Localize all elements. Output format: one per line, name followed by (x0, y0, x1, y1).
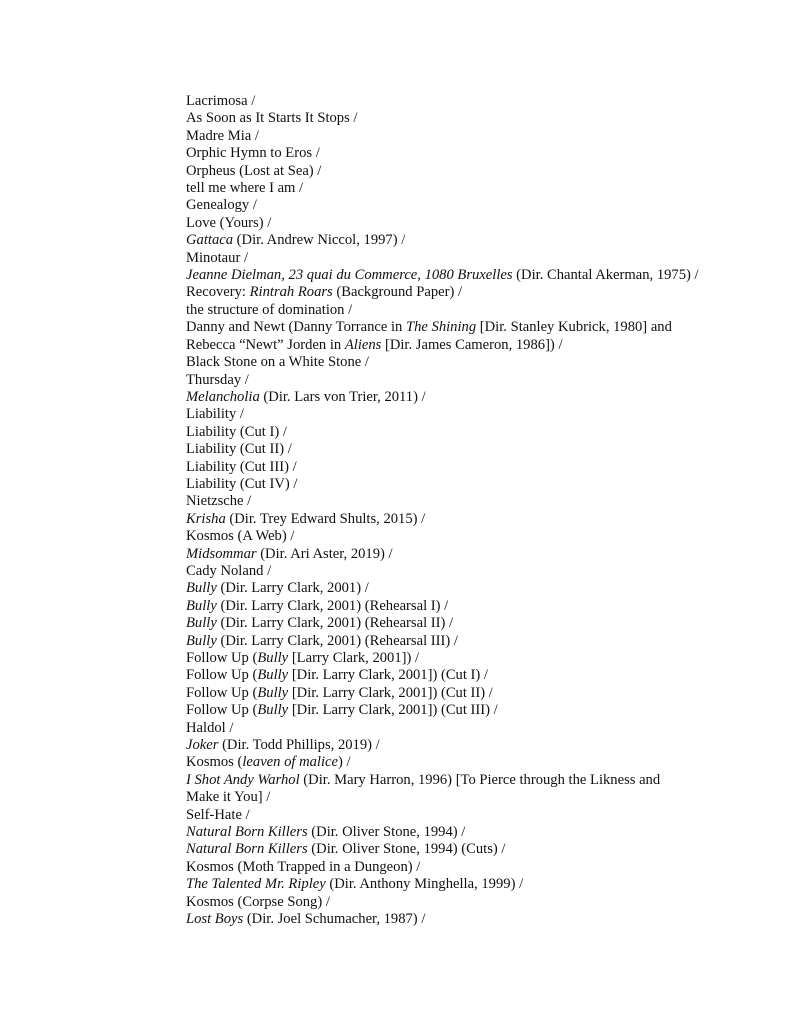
list-item (186, 145, 746, 162)
italic-title-text: Lost Boys (186, 911, 244, 928)
list-item (186, 441, 746, 458)
italic-title-text: Bully (257, 702, 289, 719)
entry-text: Cady Noland / (186, 562, 272, 579)
list-item (186, 197, 746, 214)
list-item (186, 563, 746, 580)
entry-text: [Dir. Larry Clark, 2001]) (Cut I) / (288, 667, 488, 684)
list-item (186, 615, 746, 632)
list-item (186, 459, 746, 476)
entry-text: (Dir. Larry Clark, 2001) (Rehearsal II) / (216, 615, 454, 632)
list-item (186, 250, 746, 267)
entry-text: (Dir. Oliver Stone, 1994) (Cuts) / (307, 841, 506, 858)
list-item (186, 737, 746, 754)
entry-text: (Dir. Andrew Niccol, 1997) / (233, 232, 406, 249)
list-item (186, 772, 746, 807)
italic-title-text: Midsommar (186, 545, 257, 562)
list-item (186, 232, 746, 249)
entry-text: Haldol / (186, 719, 234, 736)
list-item (186, 546, 746, 563)
entry-text: Minotaur / (186, 249, 249, 266)
list-item (186, 319, 746, 354)
italic-title-text: Melancholia (186, 388, 260, 405)
entry-text: (Dir. Trey Edward Shults, 2015) / (225, 510, 426, 527)
entry-text: (Dir. Mary Harron, 1996) [To Pierce through the Likness and (299, 771, 661, 788)
entry-text: (Dir. Oliver Stone, 1994) / (307, 824, 466, 841)
list-item (186, 511, 746, 528)
entry-text: Recovery: (186, 284, 250, 301)
list-item (186, 685, 746, 702)
list-item (186, 633, 746, 650)
entry-text: (Dir. Joel Schumacher, 1987) / (243, 911, 426, 928)
list-item (186, 911, 746, 928)
entry-text: (Dir. Todd Phillips, 2019) / (218, 737, 380, 754)
entry-text: the structure of domination / (186, 301, 353, 318)
list-item (186, 876, 746, 893)
italic-title-text: Gattaca (186, 232, 234, 249)
entry-text: Liability (Cut III) / (186, 458, 297, 475)
entry-text: Genealogy / (186, 197, 257, 214)
entry-text: Follow Up ( (186, 650, 258, 666)
italic-title-text: The Shining (405, 319, 477, 336)
list-item (186, 284, 746, 301)
entry-text: Thursday / (186, 371, 249, 388)
entry-text: [Dir. James Cameron, 1986]) / (381, 336, 563, 353)
italic-title-text: Natural Born Killers (186, 841, 308, 858)
italic-title-text: Bully (186, 597, 217, 614)
entry-text: Kosmos (A Web) / (186, 528, 295, 545)
entry-text: Kosmos (Corpse Song) / (186, 893, 330, 910)
italic-title-text: Bully (186, 615, 217, 632)
entry-text: Follow Up ( (186, 684, 258, 701)
entry-list (186, 93, 746, 929)
italic-title-text: leaven of malice (242, 754, 338, 771)
italic-title-text: Bully (257, 650, 289, 666)
italic-title-text: The Talented Mr. Ripley (186, 876, 326, 893)
italic-title-text: Bully (257, 684, 289, 701)
entry-text: Orphic Hymn to Eros / (186, 145, 320, 162)
entry-text: (Dir. Chantal Akerman, 1975) / (512, 267, 699, 284)
list-item (186, 667, 746, 684)
entry-continuation-line (186, 336, 746, 354)
entry-text: ) / (338, 754, 351, 771)
list-item (186, 110, 746, 127)
italic-title-text: Natural Born Killers (186, 824, 308, 841)
list-item (186, 650, 746, 667)
italic-title-text: Jeanne Dielman, 23 quai du Commerce, 1080 Bruxelles (186, 267, 513, 284)
entry-text: (Dir. Anthony Minghella, 1999) / (325, 876, 524, 893)
entry-text: Liability (Cut IV) / (186, 475, 298, 492)
entry-text: (Dir. Lars von Trier, 2011) / (259, 388, 426, 405)
entry-text: Follow Up ( (186, 667, 258, 684)
list-item (186, 302, 746, 319)
list-item (186, 406, 746, 423)
entry-text: Liability (Cut I) / (186, 423, 287, 440)
list-item (186, 424, 746, 441)
entry-text: (Dir. Ari Aster, 2019) / (256, 545, 393, 562)
entry-text: Liability / (186, 406, 244, 423)
italic-title-text: Bully (186, 632, 217, 649)
entry-text: [Larry Clark, 2001]) / (288, 650, 420, 666)
entry-text: Orpheus (Lost at Sea) / (186, 162, 322, 179)
entry-text: Lacrimosa / (186, 93, 256, 109)
entry-text: Kosmos ( (186, 754, 243, 771)
list-item (186, 215, 746, 232)
entry-text: Danny and Newt (Danny Torrance in (186, 319, 406, 336)
italic-title-text: I Shot Andy Warhol (186, 771, 300, 788)
entry-text: Rebecca “Newt” Jorden in (186, 336, 345, 353)
entry-text: As Soon as It Starts It Stops / (186, 110, 358, 127)
entry-text: Follow Up ( (186, 702, 258, 719)
entry-text: [Dir. Stanley Kubrick, 1980] and (476, 319, 672, 336)
entry-text: Self-Hate / (186, 806, 250, 823)
entry-text: Kosmos (Moth Trapped in a Dungeon) / (186, 858, 421, 875)
list-item (186, 180, 746, 197)
list-item (186, 354, 746, 371)
entry-text: Black Stone on a White Stone / (186, 354, 369, 371)
italic-title-text: Krisha (186, 510, 226, 527)
list-item (186, 372, 746, 389)
list-item (186, 528, 746, 545)
list-item (186, 754, 746, 771)
list-item (186, 807, 746, 824)
entry-text: Love (Yours) / (186, 214, 272, 231)
italic-title-text: Bully (186, 580, 217, 597)
list-item (186, 894, 746, 911)
entry-text: Make it You] / (186, 789, 271, 806)
italic-title-text: Rintrah Roars (249, 284, 333, 301)
list-item (186, 580, 746, 597)
list-item (186, 824, 746, 841)
entry-text: (Dir. Larry Clark, 2001) (Rehearsal III) / (216, 632, 458, 649)
italic-title-text: Joker (186, 737, 219, 754)
entry-text: (Dir. Larry Clark, 2001) (Rehearsal I) / (216, 597, 449, 614)
italic-title-text: Aliens (344, 336, 382, 353)
list-item (186, 389, 746, 406)
list-item (186, 702, 746, 719)
list-item (186, 93, 746, 110)
list-item (186, 493, 746, 510)
entry-text: Madre Mia / (186, 127, 259, 144)
entry-text: tell me where I am / (186, 180, 304, 197)
entry-text: (Background Paper) / (332, 284, 463, 301)
entry-text: Nietzsche / (186, 493, 252, 510)
entry-text: [Dir. Larry Clark, 2001]) (Cut II) / (288, 684, 493, 701)
entry-text: (Dir. Larry Clark, 2001) / (216, 580, 369, 597)
list-item (186, 859, 746, 876)
list-item (186, 720, 746, 737)
list-item (186, 163, 746, 180)
list-item (186, 476, 746, 493)
entry-text: Liability (Cut II) / (186, 441, 292, 458)
list-item (186, 598, 746, 615)
entry-text: [Dir. Larry Clark, 2001]) (Cut III) / (288, 702, 498, 719)
entry-continuation-line (186, 789, 746, 806)
list-item (186, 128, 746, 145)
list-item (186, 267, 746, 284)
list-item (186, 841, 746, 858)
italic-title-text: Bully (257, 667, 289, 684)
